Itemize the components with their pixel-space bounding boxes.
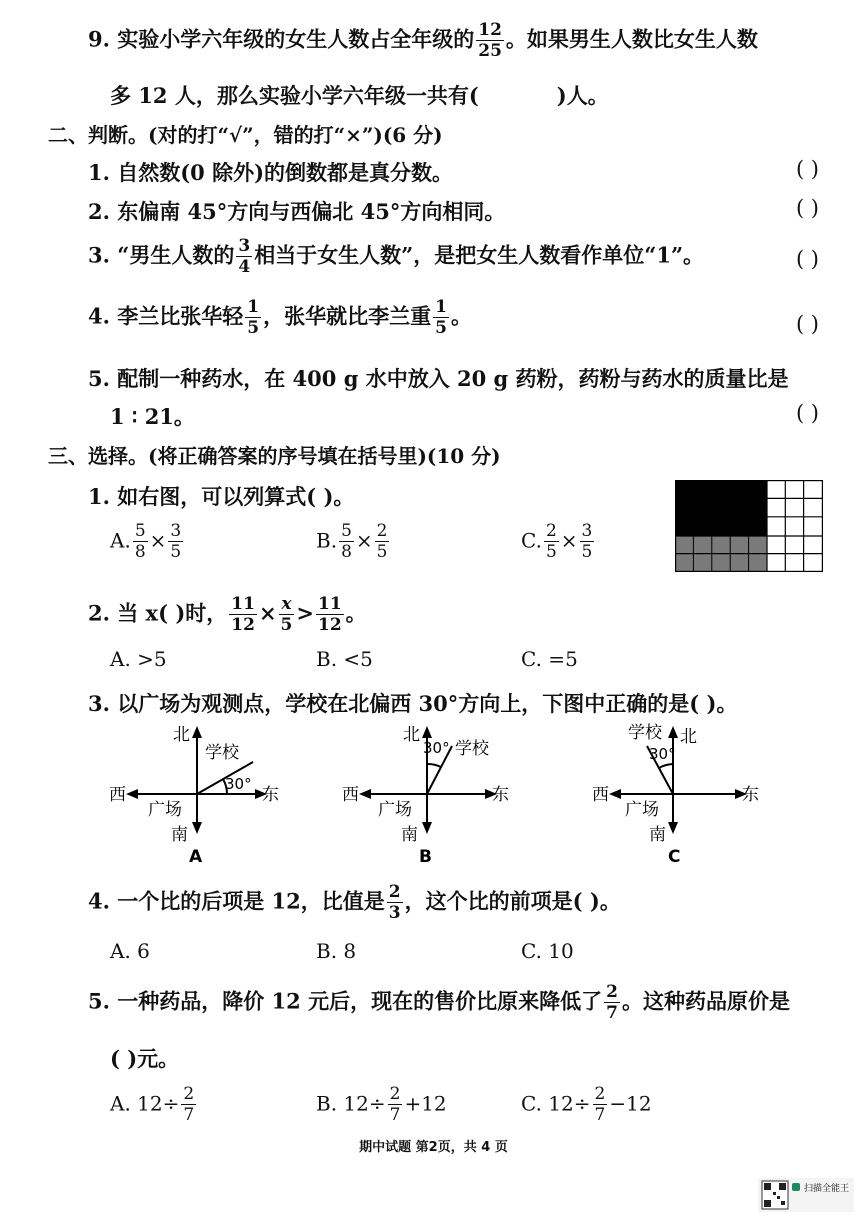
frac-den: 7 [594, 1105, 606, 1125]
frac-den: 7 [606, 1003, 618, 1023]
frac-num: 2 [545, 521, 557, 541]
option-tail: +12 [404, 1091, 447, 1116]
frac-num: 2 [388, 882, 401, 902]
option-label: B. [316, 528, 338, 553]
south-label: 南 [401, 825, 418, 845]
page-footer: 期中试题 第2页，共 4 页 [359, 1140, 508, 1155]
frac-den: 5 [545, 542, 557, 562]
choice-q4-option-a[interactable]: A. 6 [110, 939, 150, 963]
frac-num: 11 [318, 594, 342, 614]
judge-q5 [88, 363, 789, 393]
direction-diagram-c[interactable] [585, 718, 785, 868]
operator: × [355, 528, 373, 553]
choice-q1-option-c[interactable] [521, 523, 596, 561]
judge-q5-text: 配制一种药水，在 400 g 水中放入 20 g 药粉，药粉与药水的质量比是 [117, 366, 789, 391]
section3-title: 三、选择。(将正确答案的序号填在括号里)(10 分) [48, 444, 501, 468]
judge-q4-text-b: ，张华就比李兰重 [263, 303, 432, 329]
judge-q3-answer-paren[interactable]: ( ) [795, 247, 819, 271]
frac-den: 12 [318, 615, 342, 635]
judge-q5-line2: 1 ∶ 21。 [110, 404, 195, 429]
fraction [339, 523, 354, 561]
frac-den: 5 [170, 542, 182, 562]
operator: × [258, 600, 277, 626]
judge-q3 [88, 238, 704, 276]
judge-q1-answer-paren[interactable]: ( ) [795, 157, 819, 181]
judge-q2 [88, 196, 505, 226]
choice-q1-text: 如右图，可以列算式( )。 [117, 484, 355, 509]
judge-q2-number: 2. [88, 199, 110, 224]
frac-den: 3 [388, 903, 401, 923]
frac-num: 2 [183, 1084, 195, 1104]
operator: × [560, 528, 578, 553]
q9-line1 [88, 22, 758, 60]
judge-q4-answer-paren[interactable]: ( ) [795, 312, 819, 336]
choice-q1-option-a[interactable] [110, 523, 185, 561]
q9-frac-num: 12 [478, 20, 502, 40]
choice-q2-text: 当 x( )时， [117, 600, 228, 626]
choice-q2 [88, 596, 367, 634]
frac-den: 8 [134, 542, 146, 562]
fraction [375, 523, 390, 561]
option-label: A. [110, 528, 131, 553]
south-label: 南 [649, 825, 666, 845]
choice-q5-option-c[interactable] [521, 1086, 652, 1124]
choice-q5-option-b[interactable] [316, 1086, 447, 1124]
choice-q3-text: 以广场为观测点，学校在北偏西 30°方向上，下图中正确的是( )。 [117, 691, 738, 716]
choice-q5-text-b: 。这种药品原价是 [621, 988, 790, 1014]
choice-q3 [88, 688, 737, 718]
frac-num: 2 [606, 982, 618, 1002]
frac-num: 2 [376, 521, 388, 541]
judge-q4-frac2-den: 5 [435, 318, 447, 338]
fraction [544, 523, 559, 561]
frac-den: 7 [389, 1105, 401, 1125]
judge-q1-text: 自然数(0 除外)的倒数都是真分数。 [117, 160, 454, 185]
judge-q4-frac1-num: 1 [247, 297, 260, 317]
fraction [316, 596, 344, 634]
fraction [593, 1086, 608, 1124]
frac-num: 5 [341, 521, 352, 541]
operator: > [296, 600, 314, 626]
frac-num: 11 [231, 594, 255, 614]
choice-q4-text-b: ，这个比的前项是( )。 [404, 888, 621, 914]
watermark-brand: 扫描全能王 [804, 1184, 850, 1194]
option-tail: −12 [609, 1091, 652, 1116]
south-label: 南 [171, 825, 188, 845]
choice-q5-number: 5. [88, 988, 110, 1014]
judge-q2-text: 东偏南 45°方向与西偏北 45°方向相同。 [117, 199, 506, 224]
judge-q3-fraction [236, 238, 252, 276]
angle-label: 30° [423, 739, 450, 757]
option-label: C. [521, 528, 542, 553]
diagram-letter: A [189, 847, 203, 867]
fraction [133, 523, 148, 561]
judge-q2-answer-paren[interactable]: ( ) [795, 196, 819, 220]
choice-q4-option-c[interactable]: C. 10 [521, 939, 574, 963]
north-label: 北 [680, 727, 697, 747]
judge-q4-fraction1 [245, 299, 261, 337]
choice-q5 [88, 984, 790, 1022]
option-label: B. 12÷ [316, 1091, 386, 1116]
north-label: 北 [403, 725, 420, 745]
choice-q2-option-a[interactable]: A. >5 [110, 647, 167, 671]
judge-q5-number: 5. [88, 366, 110, 391]
choice-q5-line2: ( )元。 [110, 1046, 180, 1071]
frac-den: 5 [280, 615, 293, 635]
judge-q4-frac1-den: 5 [247, 318, 260, 338]
direction-diagram-a[interactable] [105, 718, 305, 868]
diagram-letter: C [668, 847, 681, 867]
north-label: 北 [173, 725, 190, 745]
judge-q4-frac2-num: 1 [435, 297, 447, 317]
judge-q1 [88, 157, 453, 187]
fraction [388, 1086, 403, 1124]
q9-fraction [476, 22, 504, 60]
frac-num: 3 [581, 521, 593, 541]
fraction [181, 1086, 196, 1124]
west-label: 西 [109, 785, 126, 805]
east-label: 东 [742, 785, 759, 805]
center-label: 广场 [378, 800, 412, 820]
frac-num: 3 [170, 521, 182, 541]
q9-text2: 。如果男生人数比女生人数 [505, 26, 758, 52]
school-label: 学校 [628, 723, 662, 743]
angle-label: 30° [225, 775, 252, 793]
fraction [387, 884, 403, 922]
judge-q3-frac-num: 3 [238, 236, 251, 256]
judge-q1-number: 1. [88, 160, 110, 185]
choice-q1-number: 1. [88, 484, 110, 509]
choice-q5-option-a[interactable] [110, 1086, 198, 1124]
frac-den: 7 [183, 1105, 195, 1125]
center-label: 广场 [625, 800, 659, 820]
frac-den: 8 [341, 542, 352, 562]
school-label: 学校 [455, 739, 489, 759]
west-label: 西 [342, 785, 359, 805]
judge-q3-number: 3. [88, 242, 110, 268]
choice-q2-option-b[interactable]: B. <5 [316, 647, 373, 671]
choice-q4-text-a: 一个比的后项是 12，比值是 [117, 888, 385, 914]
frac-num: x [281, 594, 292, 614]
period: 。 [345, 600, 367, 626]
judge-q3-text-a: “男生人数的 [117, 242, 235, 268]
grid-black-region [675, 480, 767, 536]
q9-line2a: 多 12 人，那么实验小学六年级一共有( [110, 83, 479, 108]
judge-q4-fraction2 [433, 299, 449, 337]
judge-q3-text-b: 相当于女生人数”，是把女生人数看作单位“1”。 [254, 242, 705, 268]
school-label: 学校 [205, 743, 239, 763]
fraction [279, 596, 295, 634]
choice-q3-number: 3. [88, 691, 110, 716]
choice-q1-option-b[interactable] [316, 523, 391, 561]
frac-den: 5 [376, 542, 388, 562]
section2-title: 二、判断。(对的打“√”，错的打“×”)(6 分) [48, 123, 443, 147]
frac-num: 2 [389, 1084, 401, 1104]
fraction [580, 523, 595, 561]
choice-q2-number: 2. [88, 600, 110, 626]
q9-frac-den: 25 [478, 41, 502, 61]
direction-diagram-b[interactable] [335, 718, 535, 868]
frac-num: 2 [594, 1084, 606, 1104]
diagram-letter: B [419, 847, 432, 867]
judge-q4 [88, 299, 472, 337]
judge-q5-answer-paren[interactable]: ( ) [795, 401, 819, 425]
option-label: A. 12÷ [110, 1091, 180, 1116]
angle-label: 30° [649, 745, 676, 763]
choice-q1 [88, 481, 354, 511]
operator: × [149, 528, 167, 553]
choice-q4-number: 4. [88, 888, 110, 914]
choice-q4-option-b[interactable]: B. 8 [316, 939, 357, 963]
judge-q3-frac-den: 4 [238, 257, 251, 277]
east-label: 东 [262, 785, 279, 805]
frac-num: 5 [134, 521, 146, 541]
q9-text1: 实验小学六年级的女生人数占全年级的 [117, 26, 475, 52]
choice-q5-text-a: 一种药品，降价 12 元后，现在的售价比原来降低了 [117, 988, 603, 1014]
judge-q4-text-a: 李兰比张华轻 [117, 303, 244, 329]
east-label: 东 [492, 785, 509, 805]
frac-den: 5 [581, 542, 593, 562]
judge-q4-text-c: 。 [450, 303, 472, 329]
judge-q4-number: 4. [88, 303, 110, 329]
fraction [604, 984, 620, 1022]
frac-den: 12 [231, 615, 255, 635]
choice-q4 [88, 884, 621, 922]
west-label: 西 [592, 785, 609, 805]
fraction [168, 523, 183, 561]
scanner-watermark [758, 1178, 854, 1212]
center-label: 广场 [148, 800, 182, 820]
q9-number: 9. [88, 26, 110, 52]
q9-line2b: )人。 [556, 83, 609, 108]
grid-figure [675, 480, 823, 572]
fraction [229, 596, 257, 634]
q9-line2 [110, 80, 609, 110]
option-label: C. 12÷ [521, 1091, 591, 1116]
choice-q2-option-c[interactable]: C. =5 [521, 647, 578, 671]
